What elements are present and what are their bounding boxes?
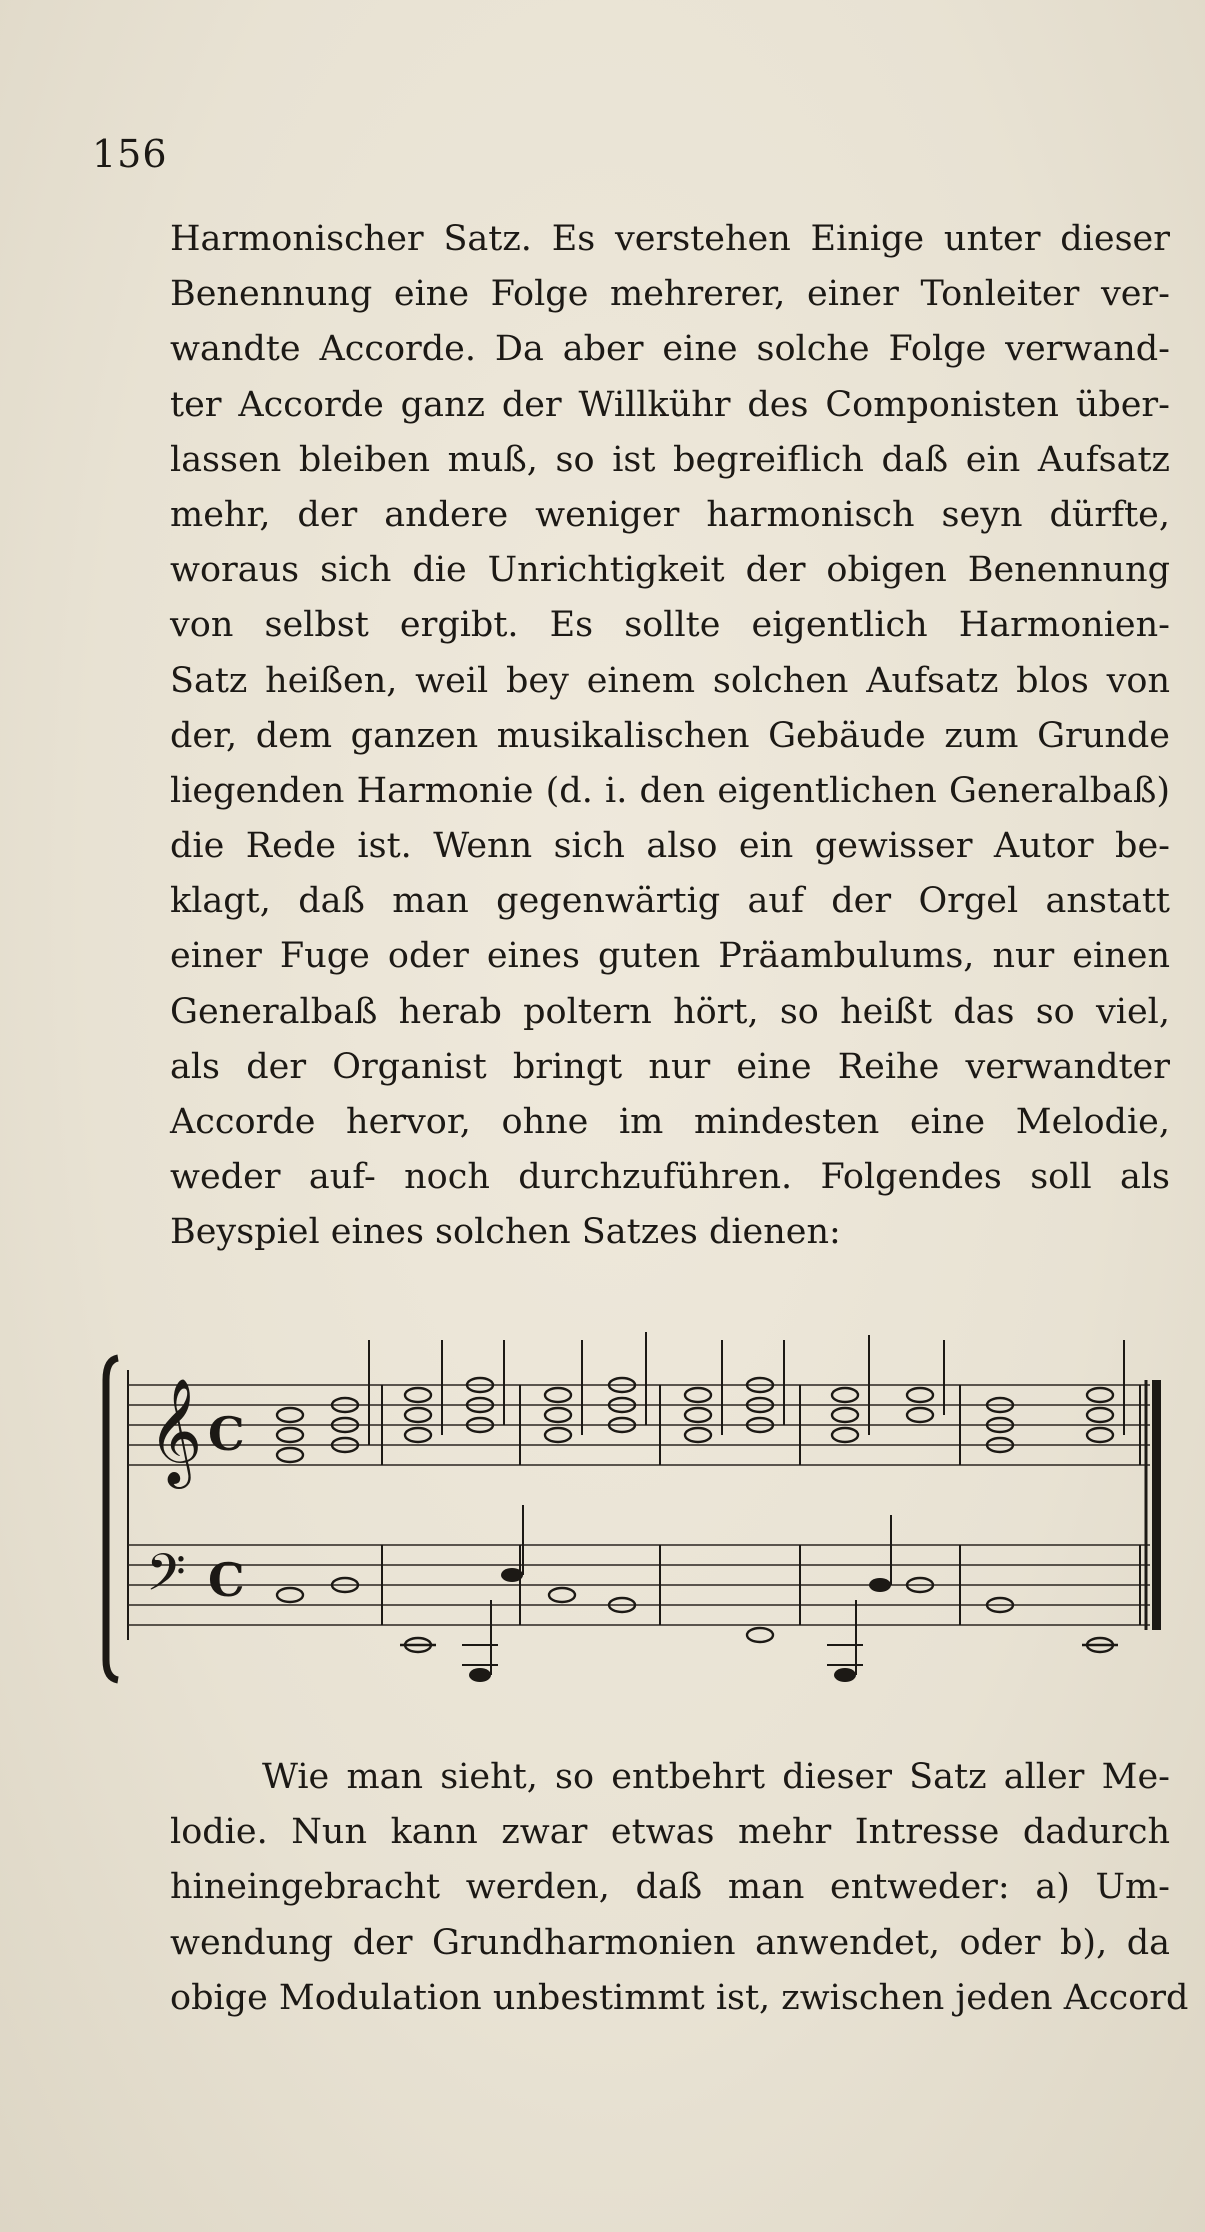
bar-lines [382,1385,1140,1625]
treble-clef: 𝄞 [148,1377,203,1484]
music-example [100,1300,1190,1700]
text-line: lodie. Nun kann zwar etwas mehr Intresse dadurch [170,1812,1170,1853]
final-bar-line [1146,1380,1161,1630]
text-line: klagt, daß man gegenwärtig auf der Orgel anstatt [170,881,1170,922]
text-line: weder auf- noch durchzuführen. Folgendes soll als [170,1157,1170,1198]
text-line: woraus sich die Unrichtigkeit der obigen Benennung [170,550,1170,591]
system-brace [106,1358,118,1680]
text-line: von selbst ergibt. Es sollte eigentlich Harmonien- [170,605,1170,646]
paragraph-harmonischer-satz [170,212,1170,1261]
text-line: Accorde hervor, ohne im mindesten eine Melodie, [170,1102,1170,1142]
text-line: Generalbaß herab poltern hört, so heißt das so viel, [170,991,1170,1032]
text-line: mehr, der andere weniger harmonisch seyn dürfte, [170,494,1170,535]
text-line: Wie man sieht, so entbehrt dieser Satz aller Me- [262,1757,1170,1797]
text-line: als der Organist bringt nur eine Reihe verwandter [170,1046,1170,1087]
text-line: der, dem ganzen musikalischen Gebäude zum Grunde [170,715,1170,756]
text-line: Harmonischer Satz. Es verstehen Einige unter dieser [170,219,1170,259]
text-line: wendung der Grundharmonien anwendet, oder b), da [170,1922,1170,1963]
bass-clef: 𝄢 [146,1542,186,1615]
bass-ledger-lines [462,1645,863,1665]
bass-time-signature: C [208,1553,245,1607]
text-line: Satz heißen, weil bey einem solchen Aufsatz blos von [170,660,1170,701]
text-line: ter Accorde ganz der Willkühr des Componisten über- [170,384,1170,425]
bass-notes [277,1578,1118,1652]
treble-notes [277,1378,1113,1462]
paragraph-wie-man-sieht [170,1750,1189,2026]
treble-time-signature: C [208,1407,245,1461]
text-line: lassen bleiben muß, so ist begreiflich daß ein Aufsatz [170,439,1170,480]
treble-staff [128,1385,1150,1465]
text-line: Benennung eine Folge mehrerer, einer Tonleiter ver- [170,274,1170,315]
text-line: die Rede ist. Wenn sich also ein gewisser Autor be- [170,826,1170,867]
text-line: obige Modulation unbestimmt ist, zwischen jeden Accord [170,1977,1189,2018]
text-line: liegenden Harmonie (d. i. den eigentlichen Generalbaß) [170,770,1170,811]
text-line: hineingebracht werden, daß man entweder: a) Um- [170,1867,1170,1908]
text-line: wandte Accorde. Da aber eine solche Folge verwand- [170,329,1170,370]
page-number: 156 [92,132,168,176]
bass-staff [128,1545,1150,1625]
text-line: Beyspiel eines solchen Satzes dienen: [170,1212,841,1253]
text-line: einer Fuge oder eines guten Präambulums, nur einen [170,936,1170,977]
